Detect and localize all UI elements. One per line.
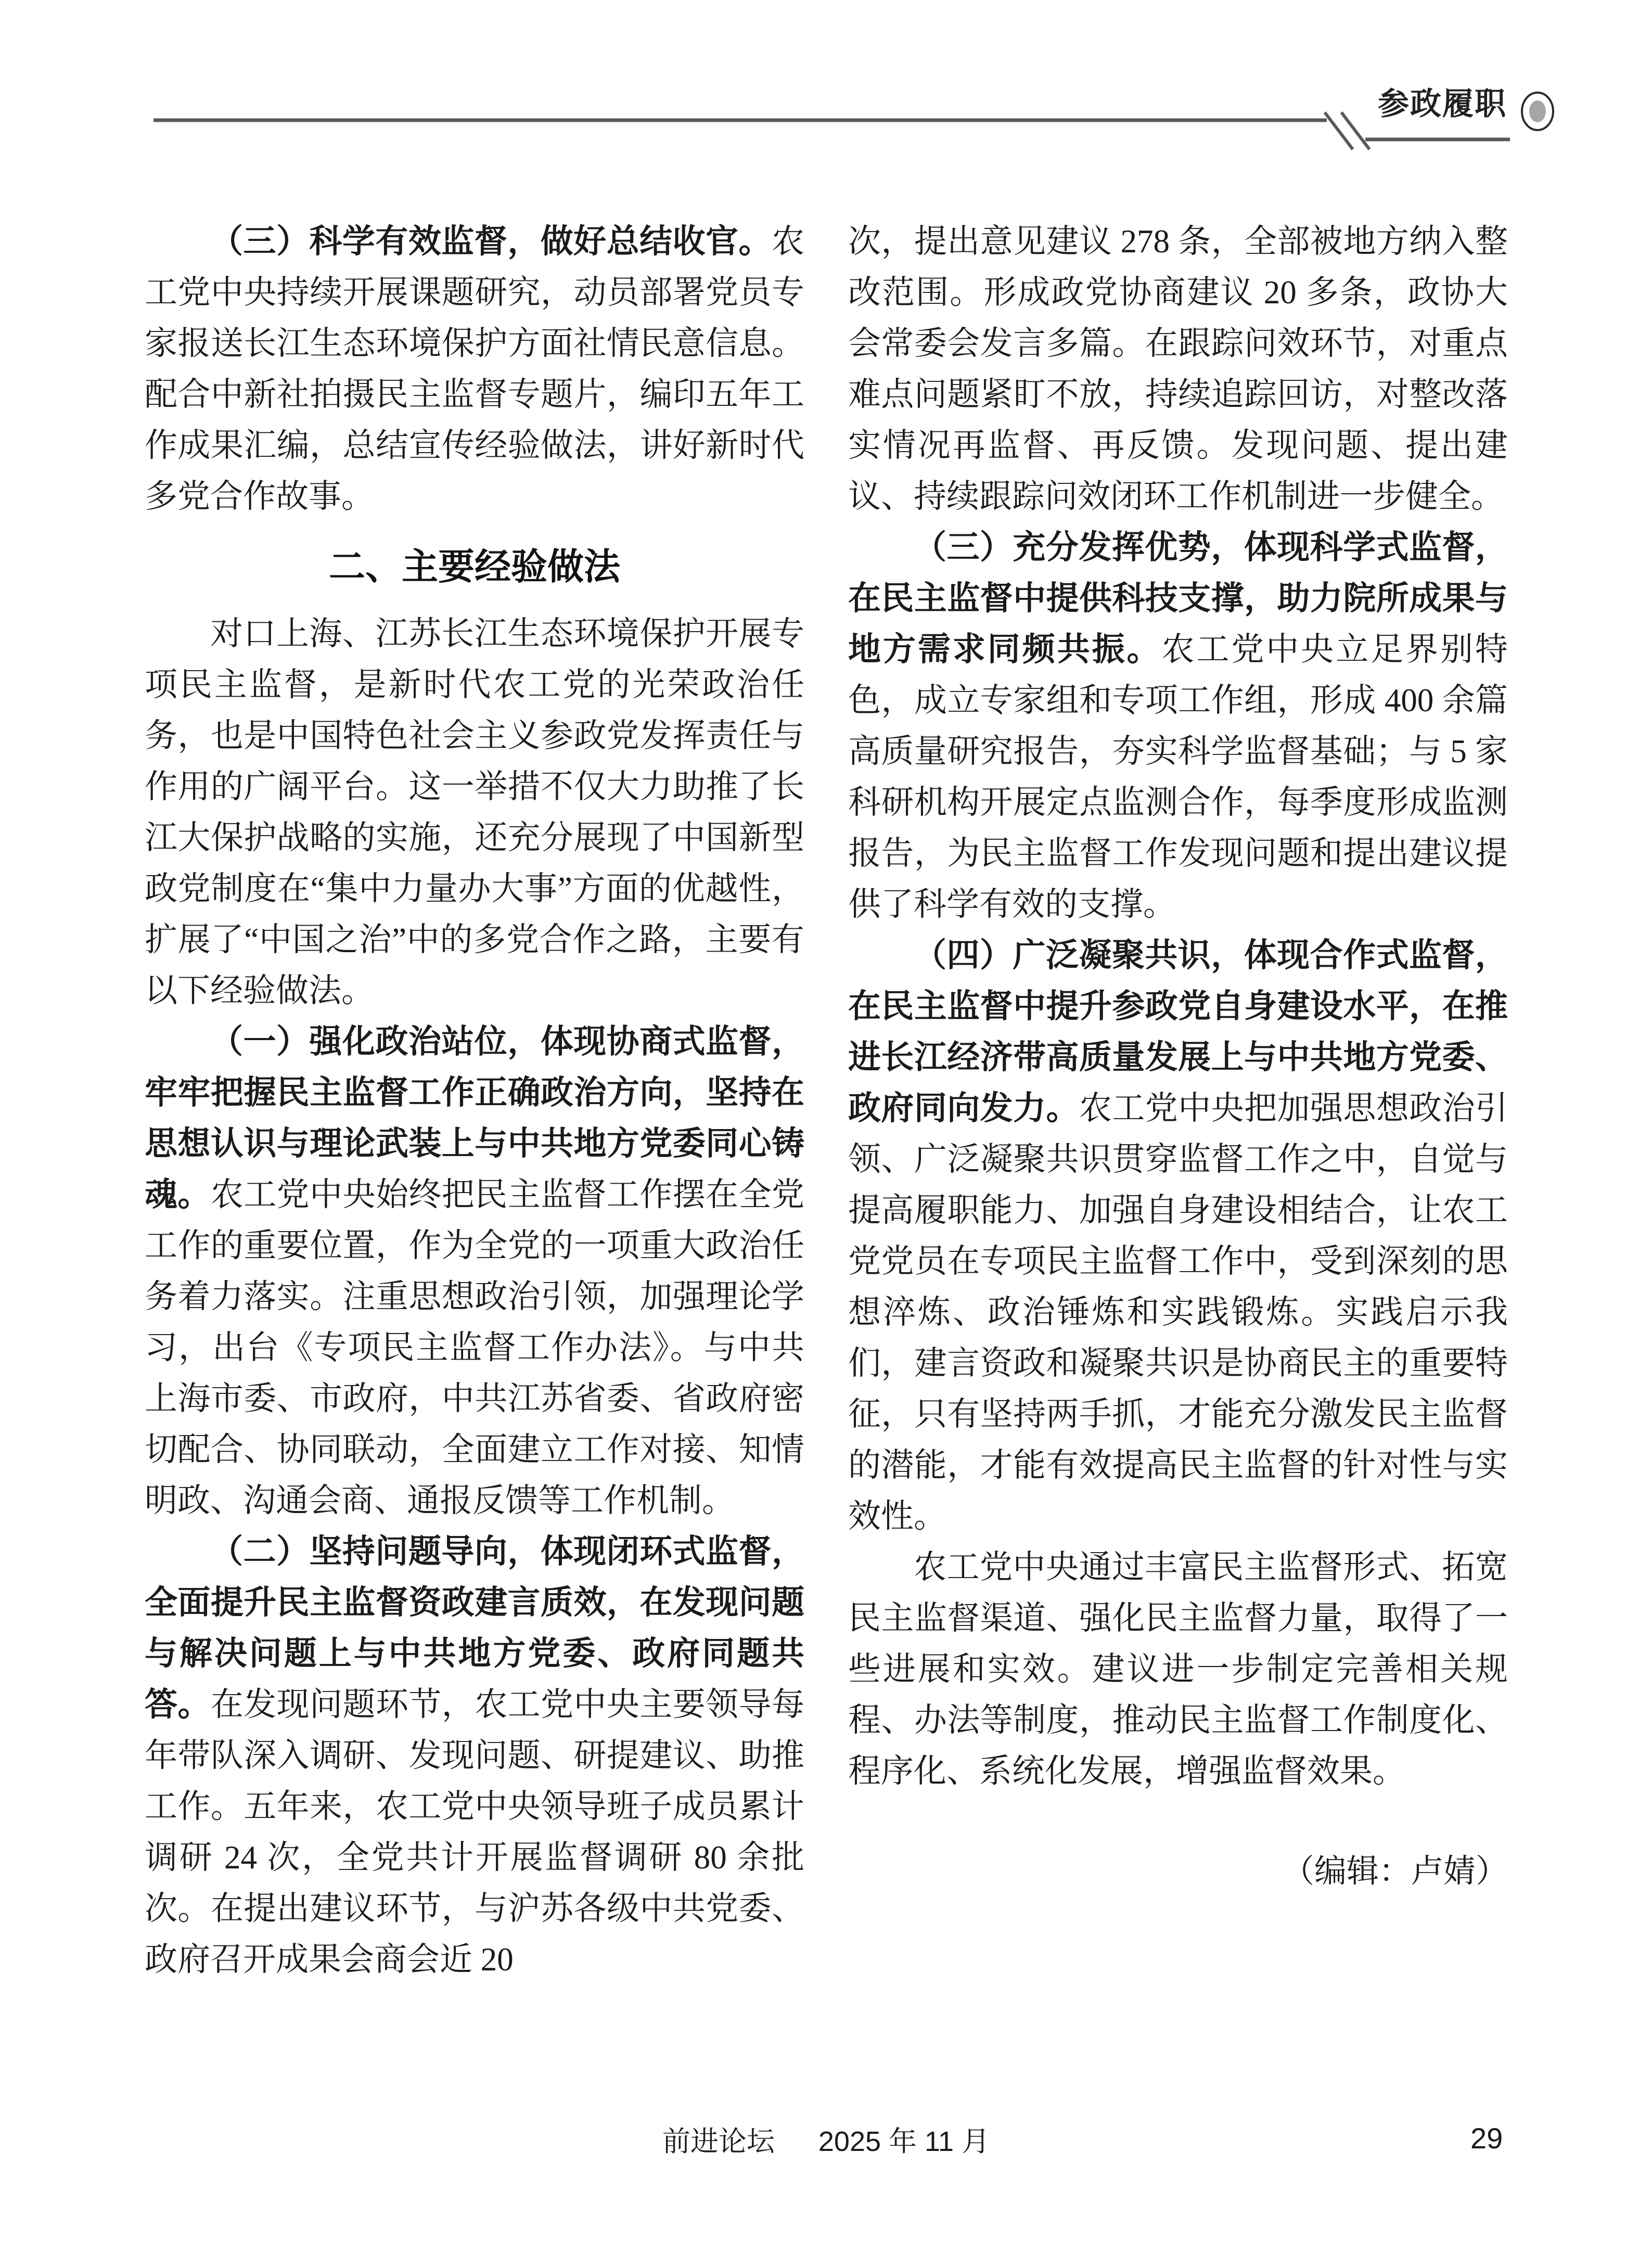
paragraph-text: 农工党中央把加强思想政治引领、广泛凝聚共识贯穿监督工作之中，自觉与提高履职能力、加强自身建设相结合，让农工党党员在专项民主监督工作中，受到深刻的思想淬炼、政治锤炼和实践锻炼。实践启示我们，建言资政和凝聚共识是协商民主的重要特征，只有坚持两手抓，才能充分激发民主监督的潜能，才能有效提高民主监督的针对性与实效性。 xyxy=(848,1090,1508,1534)
section-heading: 二、主要经验做法 xyxy=(329,546,620,587)
section-bullet-icon xyxy=(1515,88,1560,134)
paragraph-point-1 xyxy=(145,1016,804,1526)
paragraph-point-4 xyxy=(848,930,1508,1542)
page-number: 29 xyxy=(1470,2122,1503,2155)
paragraph-lead-3: （三）科学有效监督，做好总结收官。 xyxy=(210,223,772,260)
paragraph-point-2 xyxy=(145,1526,804,1985)
section-header-label: 参政履职 xyxy=(1378,87,1507,121)
paragraph-lead-2: （二）坚持问题导向，体现闭环式监督，全面提升民主监督资政建言质效，在发现问题与解决问题上与中共地方党委、政府同题共答。 xyxy=(145,1533,804,1723)
paragraph-point-3 xyxy=(848,522,1508,930)
left-column xyxy=(145,216,804,1985)
paragraph-lead-3b: （三）充分发挥优势，体现科学式监督，在民主监督中提供科技支撑，助力院所成果与地方需求同频共振。 xyxy=(848,529,1508,668)
journal-name: 前进论坛 xyxy=(662,2126,775,2157)
paragraph-text: 农工党中央立足界别特色，成立专家组和专项工作组，形成 400 余篇高质量研究报告，夯实科学监督基础；与 5 家科研机构开展定点监测合作，每季度形成监测报告，为民主监督工作发现问题和提出建议提供了科学有效的支撑。 xyxy=(848,631,1508,923)
paragraph-text: 农工党中央持续开展课题研究，动员部署党员专家报送长江生态环境保护方面社情民意信息。配合中新社拍摄民主监督专题片，编印五年工作成果汇编，总结宣传经验做法，讲好新时代多党合作故事。 xyxy=(145,223,804,515)
paragraph-conclusion: 农工党中央通过丰富民主监督形式、拓宽民主监督渠道、强化民主监督力量，取得了一些进展和实效。建议进一步制定完善相关规程、办法等制度，推动民主监督工作制度化、程序化、系统化发展，增强监督效果。 xyxy=(848,1549,1508,1789)
editor-credit: （编辑：卢婧） xyxy=(1282,1854,1508,1889)
paragraph-summary xyxy=(145,216,804,522)
paragraph-lead-1: （一）强化政治站位，体现协商式监督，牢牢把握民主监督工作正确政治方向，坚持在思想认识与理论武装上与中共地方党委同心铸魂。 xyxy=(145,1023,804,1213)
paragraph-text: 在发现问题环节，农工党中央主要领导每年带队深入调研、发现问题、研提建议、助推工作。五年来，农工党中央领导班子成员累计调研 24 次，全党共计开展监督调研 80 余批次。在提出建议环节，与沪苏各级中共党委、政府召开成果会商会近 20 xyxy=(145,1686,805,1978)
right-column xyxy=(848,216,1508,1929)
footer xyxy=(0,2126,1652,2157)
paragraph-text: 农工党中央始终把民主监督工作摆在全党工作的重要位置，作为全党的一项重大政治任务着力落实。注重思想政治引领，加强理论学习，出台《专项民主监督工作办法》。与中共上海市委、市政府，中共江苏省委、省政府密切配合、协同联动，全面建立工作对接、知情明政、沟通会商、通报反馈等工作机制。 xyxy=(145,1176,805,1519)
paragraph-intro: 对口上海、江苏长江生态环境保护开展专项民主监督，是新时代农工党的光荣政治任务，也是中国特色社会主义参政党发挥责任与作用的广阔平台。这一举措不仅大力助推了长江大保护战略的实施，还充分展现了中国新型政党制度在“集中力量办大事”方面的优越性，扩展了“中国之治”中的多党合作之路，主要有以下经验做法。 xyxy=(145,616,804,1009)
issue-date: 2025 年 11 月 xyxy=(818,2126,990,2157)
paragraph-lead-4: （四）广泛凝聚共识，体现合作式监督，在民主监督中提升参政党自身建设水平，在推进长江经济带高质量发展上与中共地方党委、政府同向发力。 xyxy=(848,937,1508,1126)
paragraph-point-2-continued: 次，提出意见建议 278 条，全部被地方纳入整改范围。形成政党协商建议 20 多条，政协大会常委会发言多篇。在跟踪问效环节，对重点难点问题紧盯不放，持续追踪回访，对整改落实情况再监督、再反馈。发现问题、提出建议、持续跟踪问效闭环工作机制进一步健全。 xyxy=(848,223,1508,515)
